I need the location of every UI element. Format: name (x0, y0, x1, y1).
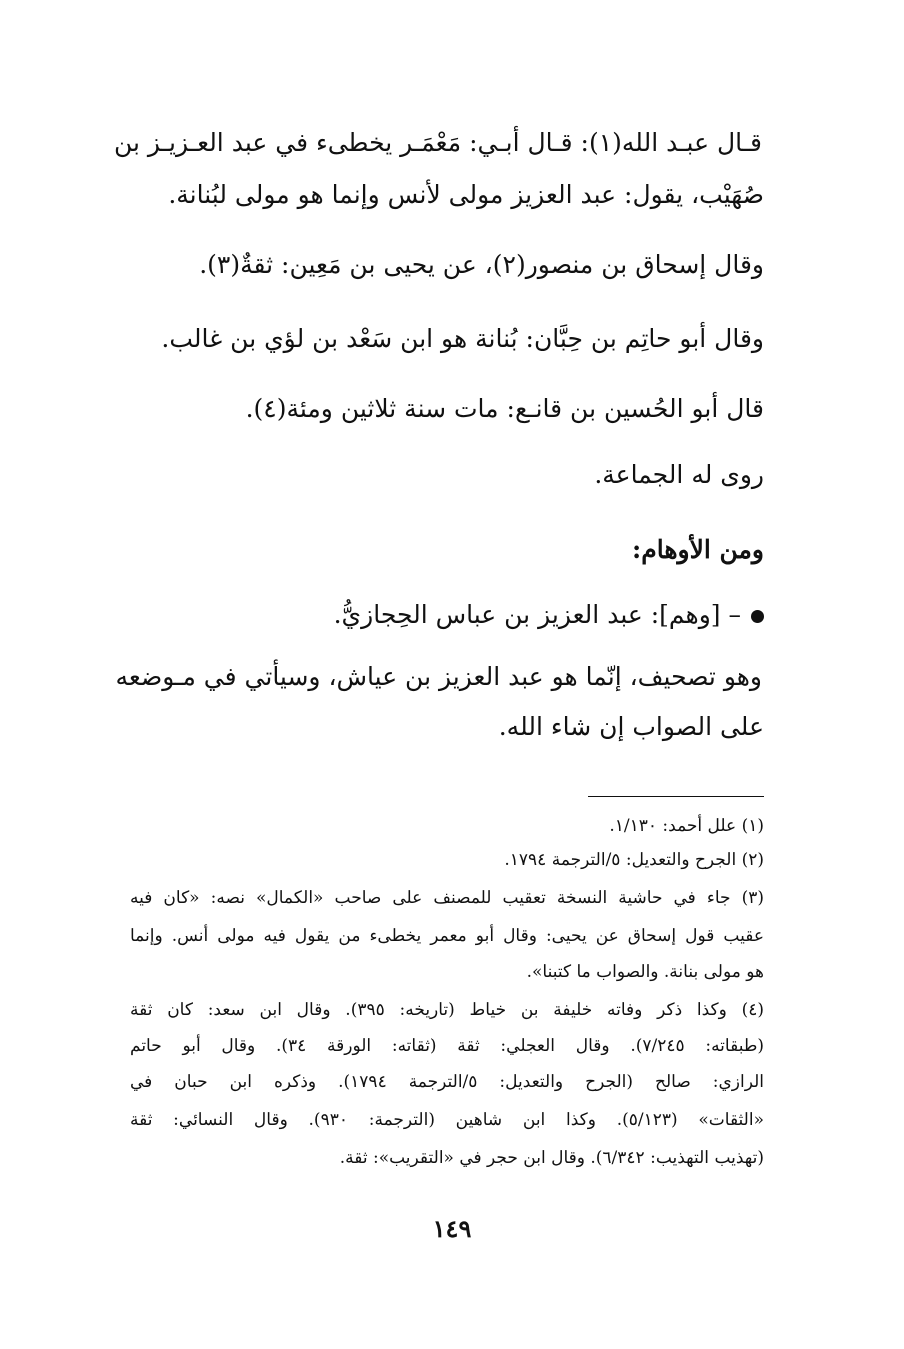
page-number: ١٤٩ (432, 1214, 472, 1243)
body-line: قال أبو الحُسين بن قانـع: مات سنة ثلاثين ومئة(٤). (245, 394, 764, 423)
footnote-3-cont: هو مولى بنانة. والصواب ما كتبنا». (526, 962, 764, 982)
footnote-2: (٢) الجرح والتعديل: ٥/الترجمة ١٧٩٤. (504, 850, 764, 870)
footnote-1: (١) علل أحمد: ١/١٣٠. (609, 816, 764, 836)
footnote-separator (588, 796, 764, 797)
entry-text: – [وهم]: عبد العزيز بن عباس الحِجازيُّ. (333, 600, 741, 629)
body-line: وهو تصحيف، إنّما هو عبد العزيز بن عياش، وسيأتي في مـوضعه (115, 662, 762, 691)
body-line: وقال إسحاق بن منصور(٢)، عن يحيى بن مَعِين: ثقةٌ(٣). (199, 250, 764, 279)
footnote-4-cont: «الثقات» (٥/١٢٣). وكذا ابن شاهين (الترجمة: ٩٣٠). وقال النسائي: ثقة (130, 1110, 764, 1130)
body-line: وقال أبو حاتِم بن حِبَّان: بُنانة هو ابن سَعْد بن لؤي بن غالب. (161, 324, 764, 353)
footnote-4-cont: الرازي: صالح (الجرح والتعديل: ٥/الترجمة ١٧٩٤). وذكره ابن حبان في (130, 1072, 764, 1092)
bullet-icon (751, 610, 764, 623)
entry-line (334, 600, 764, 629)
body-line: على الصواب إن شاء الله. (498, 712, 764, 741)
footnote-4-cont: (طبقاته: ٧/٢٤٥). وقال العجلي: ثقة (ثقاته: الورقة ٣٤). وقال أبو حاتم (130, 1036, 764, 1056)
body-line: قـال عبـد الله(١): قـال أبـي: مَعْمَـر يخطىء في عبد العـزيـز بن (114, 128, 762, 157)
body-line: صُهَيْب، يقول: عبد العزيز مولى لأنس وإنما هو مولى لبُنانة. (168, 180, 764, 209)
section-heading: ومن الأوهام: (632, 535, 764, 564)
footnote-3-cont: عقيب قول إسحاق عن يحيى: وقال أبو معمر يخطىء من يقول فيه مولى أنس. وإنما (130, 926, 764, 946)
body-line: روى له الجماعة. (594, 460, 764, 489)
footnote-4: (٤) وكذا ذكر وفاته خليفة بن خياط (تاريخه: ٣٩٥). وقال ابن سعد: كان ثقة (130, 1000, 764, 1020)
footnote-4-cont: (تهذيب التهذيب: ٦/٣٤٢). وقال ابن حجر في «التقريب»: ثقة. (339, 1148, 764, 1168)
footnote-3: (٣) جاء في حاشية النسخة تعقيب للمصنف على صاحب «الكمال» نصه: «كان فيه (130, 888, 764, 908)
